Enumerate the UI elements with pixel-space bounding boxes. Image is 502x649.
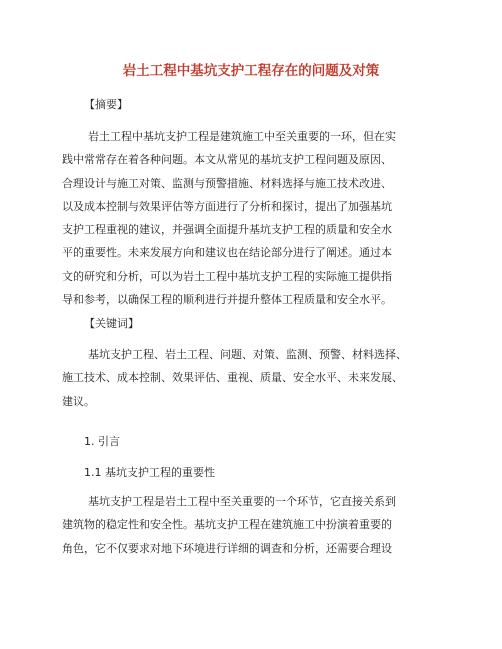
section-line: 角色，它不仅要求对地下环境进行详细的调查和分析，还需要合理设 <box>62 541 392 555</box>
keywords-paragraph <box>62 343 440 413</box>
section-paragraph <box>62 490 440 560</box>
keywords-line: 建议。 <box>62 394 95 408</box>
abstract-line: 导和参考，以确保工程的顺利进行并提升整体工程质量和安全水平。 <box>62 293 392 307</box>
subsection-heading: 1.1 基坑支护工程的重要性 <box>84 466 215 479</box>
keywords-label: 【关键词】 <box>84 317 139 330</box>
abstract-line: 践中常常存在着各种问题。本文从常见的基坑支护工程问题及原因、 <box>62 153 392 167</box>
section-line: 基坑支护工程是岩土工程中至关重要的一个环节，它直接关系到 <box>88 495 396 508</box>
abstract-line: 岩土工程中基坑支护工程是建筑施工中至关重要的一环，但在实 <box>88 130 396 143</box>
abstract-line: 平的重要性。未来发展方向和建议也在结论部分进行了阐述。通过本 <box>62 246 392 260</box>
abstract-paragraph <box>62 125 440 311</box>
document-title: 岩土工程中基坑支护工程存在的问题及对策 <box>122 63 380 79</box>
abstract-line: 文的研究和分析，可以为岩土工程中基坑支护工程的实际施工提供指 <box>62 269 392 283</box>
keywords-line: 基坑支护工程、岩土工程、问题、对策、监测、预警、材料选择、 <box>88 348 407 361</box>
abstract-line: 以及成本控制与效果评估等方面进行了分析和探讨，提出了加强基坑 <box>62 199 392 213</box>
keywords-line: 施工技术、成本控制、效果评估、重视、质量、安全水平、未来发展、 <box>62 371 403 385</box>
abstract-line: 合理设计与施工对策、监测与预警措施、材料选择与施工技术改进、 <box>62 176 392 190</box>
abstract-label: 【摘要】 <box>84 98 128 111</box>
abstract-line: 支护工程重视的建议，并强调全面提升基坑支护工程的质量和安全水 <box>62 223 392 237</box>
section-heading-intro: 1. 引言 <box>84 435 120 448</box>
section-line: 建筑物的稳定性和安全性。基坑支护工程在建筑施工中扮演着重要的 <box>62 518 392 532</box>
